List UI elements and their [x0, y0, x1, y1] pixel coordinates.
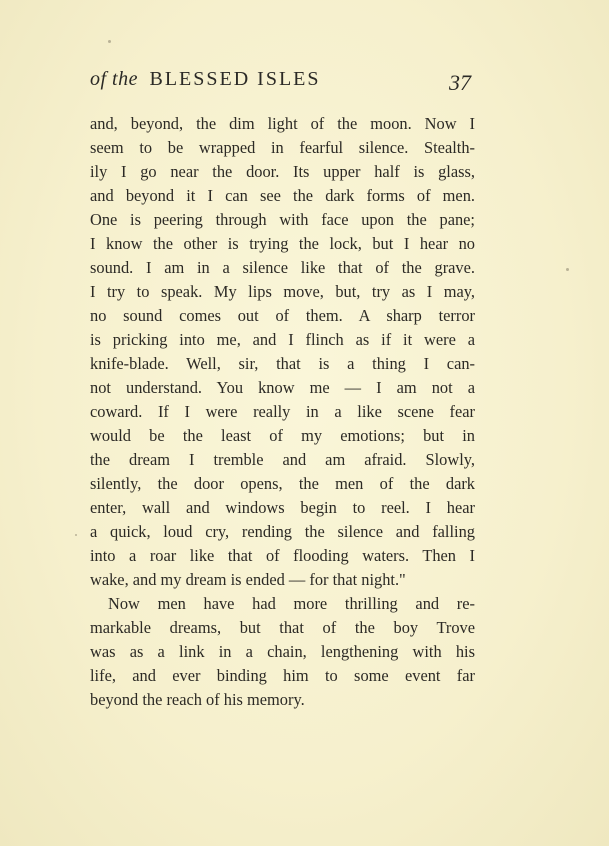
text-line: enter, wall and windows begin to reel. I hear [90, 498, 475, 517]
text-line: sound. I am in a silence like that of the grave. [90, 258, 475, 277]
page-number: 37 [449, 70, 471, 95]
text-line: was as a link in a chain, lengthening with his [90, 642, 475, 661]
text-line: and, beyond, the dim light of the moon. Now I [90, 114, 475, 133]
text-line: life, and ever binding him to some event far [90, 666, 475, 685]
text-line: would be the least of my emotions; but in [90, 426, 475, 445]
running-head-title [90, 68, 321, 91]
paper-speck [108, 40, 111, 43]
body-text [90, 112, 475, 712]
text-line: One is peering through with face upon the pane; [90, 210, 475, 229]
book-title: BLESSED ISLES [149, 68, 321, 90]
text-line: I know the other is trying the lock, but I hear no [90, 234, 475, 253]
paper-speck [566, 268, 569, 271]
running-header [90, 68, 475, 100]
text-line-paragraph-end: beyond the reach of his memory. [90, 690, 305, 709]
text-line: into a roar like that of flooding waters. Then I [90, 546, 475, 565]
text-line: not understand. You know me — I am not a [90, 378, 475, 397]
text-line: knife-blade. Well, sir, that is a thing I can- [90, 354, 475, 373]
text-line: I try to speak. My lips move, but, try as I may, [90, 282, 475, 301]
running-head-prefix: of the [90, 68, 138, 90]
text-line: no sound comes out of them. A sharp terror [90, 306, 475, 325]
text-line-paragraph-start: Now men have had more thrilling and re- [108, 594, 475, 613]
text-line: seem to be wrapped in fearful silence. Stealth- [90, 138, 475, 157]
text-line: coward. If I were really in a like scene fear [90, 402, 475, 421]
text-line-paragraph-end: wake, and my dream is ended — for that night." [90, 570, 406, 589]
paper-speck [75, 534, 77, 536]
text-line: the dream I tremble and am afraid. Slowly, [90, 450, 475, 469]
text-line: ily I go near the door. Its upper half is glass, [90, 162, 475, 181]
text-line: silently, the door opens, the men of the dark [90, 474, 475, 493]
text-line: a quick, loud cry, rending the silence and falling [90, 522, 475, 541]
text-line: is pricking into me, and I flinch as if it were a [90, 330, 475, 349]
text-line: markable dreams, but that of the boy Trove [90, 618, 475, 637]
text-line: and beyond it I can see the dark forms of men. [90, 186, 475, 205]
